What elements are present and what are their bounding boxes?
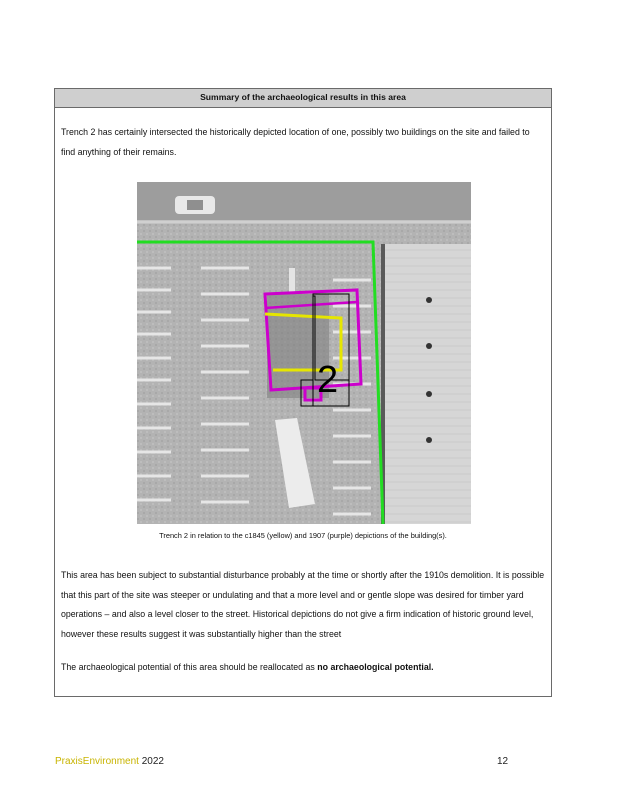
white-marker xyxy=(289,268,295,294)
roof-vent xyxy=(426,343,432,349)
roof-vent xyxy=(426,437,432,443)
summary-box xyxy=(54,88,552,697)
summary-paragraph-3 xyxy=(61,658,545,678)
page-number: 12 xyxy=(497,756,509,767)
car-window xyxy=(187,200,203,210)
brand-year: 2022 xyxy=(141,756,164,767)
brand-name: PraxisEnvironment xyxy=(55,756,139,767)
footer-brand xyxy=(55,756,164,767)
figure-caption: Trench 2 in relation to the c1845 (yellow) and 1907 (purple) depictions of the building(s). xyxy=(159,531,447,540)
trench-number-label: 2 xyxy=(317,359,339,401)
warehouse-roof xyxy=(383,244,471,524)
summary-paragraph-1: Trench 2 has certainly intersected the historically depicted location of one, possibly two buildings on the site and failed to find anything of their remains. xyxy=(61,127,530,157)
summary-heading: Summary of the archaeological results in this area xyxy=(55,89,551,108)
aerial-photo-figure xyxy=(137,182,471,524)
roof-vent xyxy=(426,391,432,397)
conclusion-bold-text: no archaeological potential. xyxy=(317,662,434,672)
summary-paragraph-2: This area has been subject to substantial disturbance probably at the time or shortly after the 1910s demolition. It is possible that this part of the site was steeper or undulating and that a more level and or gentle slope was desired for timber yard operations – and also a level closer to the street. Historical depictions do not give a firm indication of historic ground level, however these results suggest it was substantially higher than the street xyxy=(61,570,545,639)
roof-vent xyxy=(426,297,432,303)
aerial-photo xyxy=(137,182,471,524)
conclusion-text: The archaeological potential of this area should be reallocated as xyxy=(61,662,318,672)
